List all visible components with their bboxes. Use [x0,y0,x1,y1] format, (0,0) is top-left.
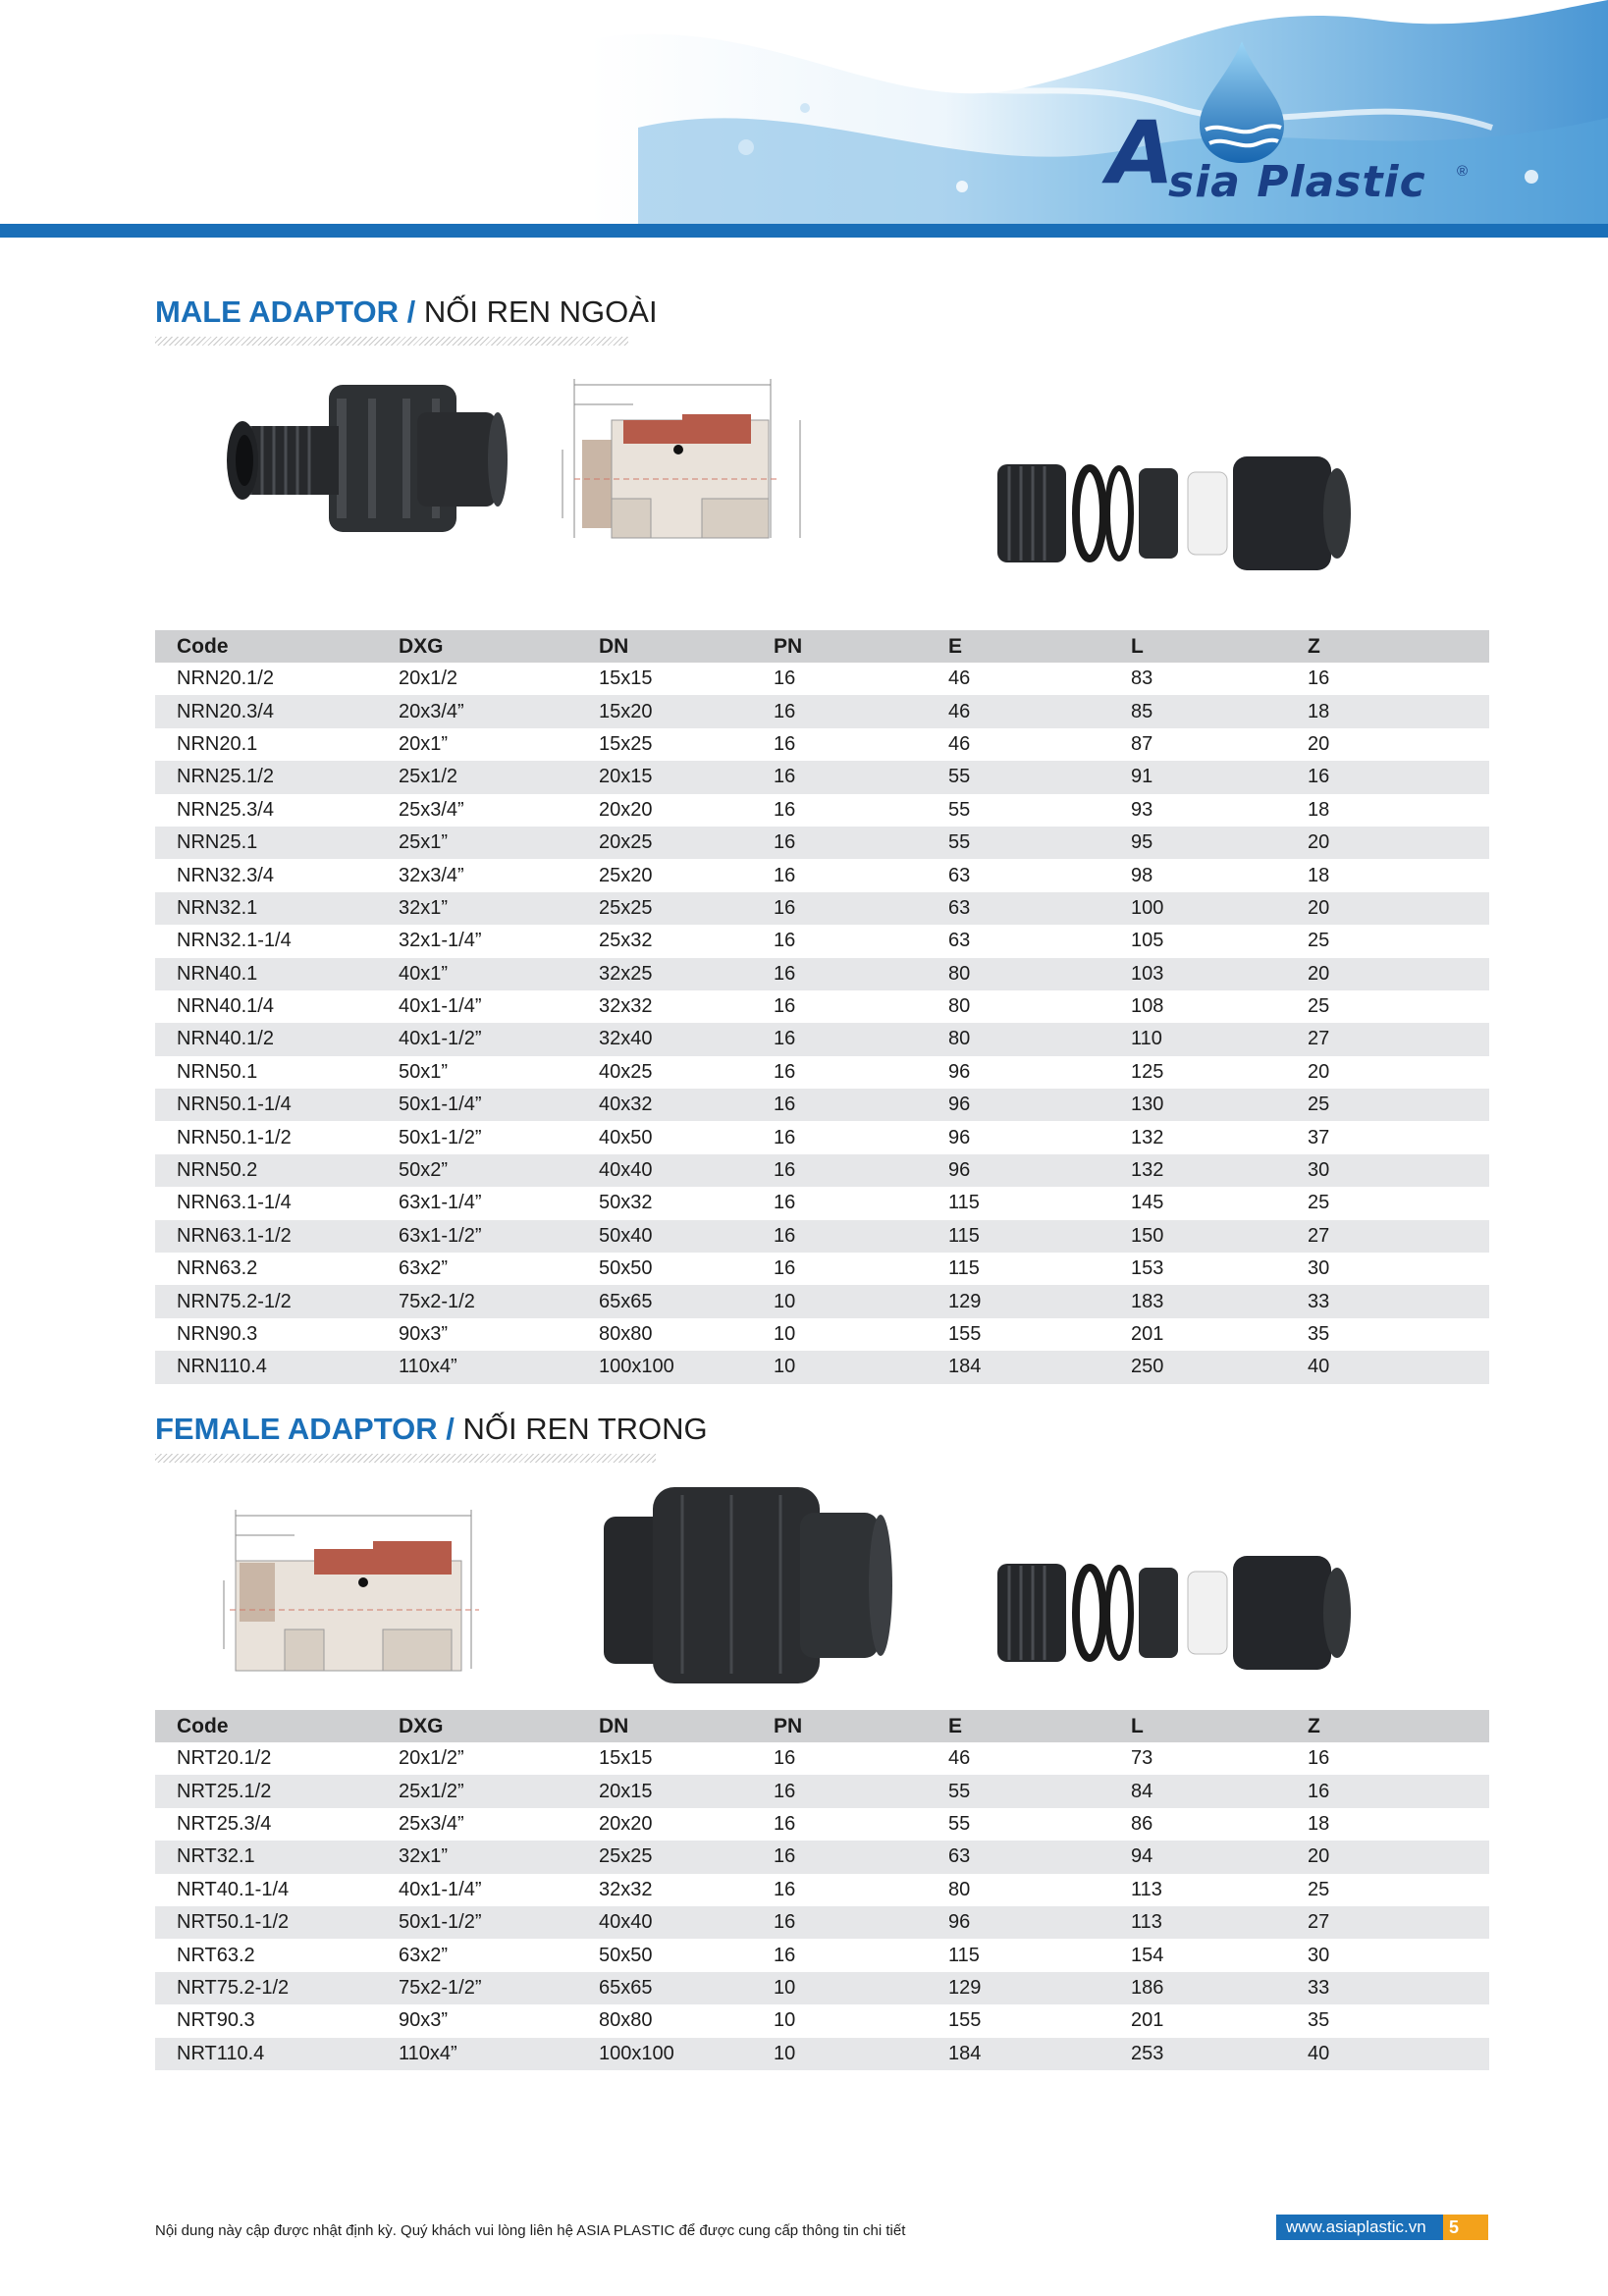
table-cell: 32x40 [577,1023,752,1055]
column-header: DN [577,1710,752,1742]
table-cell: 115 [948,1944,980,1966]
table-cell: 40x1-1/4” [399,1878,482,1900]
table-cell: 201 [1131,2009,1164,2032]
title-slash: / [446,1412,455,1446]
footer-disclaimer: Nội dung này cập được nhật định kỳ. Quý khách vui lòng liên hệ ASIA PLASTIC để được cung cấp thông tin chi tiết [155,2222,906,2239]
table-row [155,1187,1489,1219]
table-cell: 95 [1109,827,1286,859]
table-row [155,1253,1489,1285]
table-cell: 10 [774,1323,796,1345]
female-adaptor-table [155,1710,1489,2070]
table-cell: 50x40 [577,1220,752,1253]
table-cell: 25x20 [599,864,653,886]
table-cell: 154 [1131,1944,1164,1966]
table-cell: 46 [948,667,971,690]
table-cell: NRT110.4 [155,2038,377,2070]
table-cell: 16 [774,995,796,1018]
table-cell: 80x80 [599,2009,653,2032]
table-cell: 98 [1131,864,1153,886]
table-cell: 250 [1109,1351,1286,1383]
table-cell: 16 [774,930,796,952]
table-cell: 16 [752,1023,927,1055]
table-cell: 80 [927,1023,1109,1055]
table-cell: 32x3/4” [399,864,464,886]
table-cell: 16 [774,1878,796,1900]
table-cell: 96 [927,1154,1109,1187]
title-vietnamese: NỐI REN NGOÀI [423,294,658,329]
table-row [155,2038,1489,2070]
table-cell: 63x2” [399,1257,449,1280]
table-cell: 85 [1109,695,1286,727]
table-cell: 35 [1308,1323,1330,1345]
table-cell: 96 [948,1126,971,1148]
table-cell: 100x100 [577,1351,752,1383]
table-cell: 186 [1109,1972,1286,2004]
table-cell: 132 [1109,1154,1286,1187]
table-cell: NRN50.2 [155,1154,377,1187]
table-cell: 16 [1286,761,1489,793]
table-cell: 87 [1131,732,1153,755]
table-cell: NRT32.1 [155,1841,377,1873]
table-cell: 86 [1131,1812,1153,1835]
table-row [155,1775,1489,1807]
table-cell: 16 [774,667,796,690]
table-cell: 130 [1109,1089,1286,1121]
table-cell: 63 [948,864,971,886]
table-cell: 16 [752,958,927,990]
table-cell: 63x1-1/4” [399,1192,482,1214]
table-cell: 80 [948,1878,971,1900]
table-row [155,1939,1489,1971]
table-cell: 16 [774,1257,796,1280]
table-cell: 32x1” [377,1841,577,1873]
table-row [155,663,1489,695]
table-cell: 63 [927,892,1109,925]
column-header: Z [1286,1710,1489,1742]
column-header: Code [155,630,377,663]
table-cell: 25x25 [577,892,752,925]
table-cell: 16 [752,1906,927,1939]
female-adaptor-exploded-view [992,1546,1365,1679]
table-cell: 16 [774,798,796,821]
table-cell: 20 [1308,1060,1330,1083]
table-row [155,859,1489,891]
table-cell: 113 [1109,1906,1286,1939]
table-cell: 32x1-1/4” [399,930,482,952]
table-cell: 46 [948,1747,971,1770]
table-cell: 201 [1131,1323,1164,1345]
table-cell: NRT40.1-1/4 [177,1878,290,1900]
table-row [155,958,1489,990]
table-row [155,2004,1489,2037]
table-cell: NRN90.3 [177,1323,258,1345]
table-cell: 55 [948,798,971,821]
footer-website-link[interactable]: www.asiaplastic.vn [1276,2215,1443,2240]
table-cell: 20x3/4” [377,695,577,727]
table-cell: 16 [752,827,927,859]
table-cell: 40x1-1/2” [377,1023,577,1055]
table-cell: 50x50 [599,1257,653,1280]
table-cell: 40x32 [577,1089,752,1121]
table-cell: 25x3/4” [399,798,464,821]
table-cell: 20x1/2 [399,667,458,690]
table-cell: 16 [774,1812,796,1835]
table-row [155,892,1489,925]
table-cell: 18 [1308,864,1330,886]
table-cell: 80 [948,995,971,1018]
table-cell: 15x20 [577,695,752,727]
table-cell: 16 [752,1775,927,1807]
female-adaptor-drawing [216,1502,491,1688]
title-slash: / [406,294,416,329]
table-cell: 100 [1109,892,1286,925]
table-cell: 20x20 [599,1812,653,1835]
table-cell: 40x1-1/4” [399,995,482,1018]
table-row [155,728,1489,761]
table-cell: 80x80 [599,1323,653,1345]
table-cell: NRN50.1-1/4 [155,1089,377,1121]
column-header: E [927,630,1109,663]
table-row [155,1154,1489,1187]
table-cell: 115 [948,1257,980,1280]
table-cell: 10 [752,2038,927,2070]
table-cell: 50x50 [599,1944,653,1966]
table-row [155,990,1489,1023]
table-cell: 16 [752,1154,927,1187]
table-cell: 75x2-1/2 [377,1285,577,1317]
table-cell: 25x1” [377,827,577,859]
table-cell: 90x3” [399,2009,449,2032]
table-cell: 110x4” [377,2038,577,2070]
table-cell: NRN63.2 [177,1257,258,1280]
column-header: Code [155,1710,377,1742]
header-banner [0,0,1608,238]
table-cell: 18 [1308,1812,1330,1835]
table-cell: NRN40.1 [155,958,377,990]
table-cell: 16 [1308,667,1330,690]
table-cell: 10 [752,1351,927,1383]
table-cell: 16 [774,1747,796,1770]
table-cell: 16 [1308,1747,1330,1770]
table-cell: 80 [927,958,1109,990]
table-cell: 63 [948,930,971,952]
table-cell: 55 [927,1775,1109,1807]
table-cell: 16 [752,761,927,793]
table-cell: 40 [1286,2038,1489,2070]
table-row [155,1056,1489,1089]
table-cell: 108 [1131,995,1164,1018]
table-row [155,1089,1489,1121]
table-cell: 20x1” [399,732,449,755]
table-cell: 63x2” [399,1944,449,1966]
table-cell: 20 [1308,732,1330,755]
table-cell: 20 [1286,958,1489,990]
table-cell: 37 [1308,1126,1330,1148]
brand-logo [1107,102,1426,207]
table-cell: 16 [774,732,796,755]
table-cell: NRN40.1/4 [177,995,274,1018]
title-english: MALE ADAPTOR [155,294,399,329]
page-number: 5 [1443,2215,1488,2240]
table-row [155,1220,1489,1253]
column-header: PN [752,630,927,663]
table-cell: 20 [1286,892,1489,925]
table-cell: 18 [1308,798,1330,821]
table-cell: 32x32 [599,995,653,1018]
table-cell: 125 [1131,1060,1164,1083]
table-cell: 20 [1286,1841,1489,1873]
table-row [155,1742,1489,1775]
table-cell: 15x15 [599,1747,653,1770]
table-cell: 84 [1109,1775,1286,1807]
table-cell: 63 [927,1841,1109,1873]
table-cell: 16 [774,1944,796,1966]
table-cell: 16 [774,1192,796,1214]
table-cell: 155 [948,1323,982,1345]
table-cell: 25x1/2 [377,761,577,793]
table-cell: 115 [948,1192,980,1214]
registered-mark: ® [1457,163,1469,180]
column-header: L [1109,1710,1286,1742]
table-cell: 105 [1131,930,1164,952]
table-cell: 129 [927,1285,1109,1317]
table-cell: NRT63.2 [177,1944,255,1966]
table-cell: NRT25.3/4 [177,1812,272,1835]
table-row [155,1121,1489,1153]
female-adaptor-photo [594,1477,898,1693]
table-cell: NRN25.1 [155,827,377,859]
table-row [155,794,1489,827]
table-cell: NRT25.1/2 [155,1775,377,1807]
table-cell: 103 [1109,958,1286,990]
table-cell: 25x3/4” [399,1812,464,1835]
table-cell: NRN32.1 [155,892,377,925]
table-row [155,1808,1489,1841]
table-cell: NRN40.1/2 [155,1023,377,1055]
table-cell: 20x20 [599,798,653,821]
title-vietnamese: NỐI REN TRONG [462,1412,708,1446]
male-adaptor-exploded-view [992,447,1365,579]
table-cell: 16 [774,1060,796,1083]
male-adaptor-title [155,294,658,330]
table-row [155,925,1489,957]
table-row [155,1285,1489,1317]
table-cell: NRN32.3/4 [177,864,274,886]
table-cell: 50x2” [377,1154,577,1187]
table-cell: 96 [948,1060,971,1083]
title-underline-hatch [155,337,628,346]
table-cell: 32x25 [577,958,752,990]
table-cell: 16 [1286,1775,1489,1807]
table-cell: 20x25 [577,827,752,859]
table-cell: 132 [1131,1126,1164,1148]
male-adaptor-drawing [555,371,815,558]
table-cell: 75x2-1/2” [377,1972,577,2004]
table-cell: NRN32.1-1/4 [177,930,292,952]
table-cell: 46 [927,695,1109,727]
table-cell: 27 [1286,1023,1489,1055]
female-adaptor-title [155,1412,708,1447]
table-cell: 20 [1286,827,1489,859]
table-header-row [155,630,1489,663]
table-row [155,695,1489,727]
column-header: PN [752,1710,927,1742]
table-cell: 55 [927,761,1109,793]
table-cell: NRN75.2-1/2 [155,1285,377,1317]
table-cell: 16 [774,1126,796,1148]
table-cell: 18 [1286,695,1489,727]
table-cell: NRN20.3/4 [155,695,377,727]
logo-wordmark: sia Plastic [1168,157,1426,207]
table-cell: 91 [1109,761,1286,793]
table-cell: NRT90.3 [177,2009,255,2032]
table-cell: 20x15 [577,1775,752,1807]
table-cell: 30 [1308,1257,1330,1280]
table-cell: NRN110.4 [155,1351,377,1383]
table-row [155,1906,1489,1939]
table-cell: 25 [1308,930,1330,952]
table-cell: NRN25.3/4 [177,798,274,821]
table-cell: 150 [1109,1220,1286,1253]
table-cell: 25x25 [577,1841,752,1873]
table-cell: NRN20.1 [177,732,258,755]
table-cell: 184 [927,2038,1109,2070]
table-cell: 50x1-1/2” [377,1906,577,1939]
table-cell: 32x32 [599,1878,653,1900]
table-cell: 25 [1308,1192,1330,1214]
table-cell: 10 [752,1972,927,2004]
table-cell: 30 [1308,1944,1330,1966]
table-cell: NRN50.1 [177,1060,258,1083]
table-cell: 27 [1286,1906,1489,1939]
table-cell: 32x1” [377,892,577,925]
table-cell: 46 [948,732,971,755]
table-cell: 50x32 [599,1192,653,1214]
table-cell: NRT50.1-1/2 [155,1906,377,1939]
table-cell: NRN63.1-1/4 [177,1192,292,1214]
logo-initial: A [1107,102,1176,203]
title-english: FEMALE ADAPTOR [155,1412,438,1446]
table-cell: NRT20.1/2 [177,1747,272,1770]
table-cell: NRN50.1-1/2 [177,1126,292,1148]
table-row [155,761,1489,793]
table-cell: 129 [927,1972,1109,2004]
table-cell: 16 [752,1089,927,1121]
male-adaptor-table [155,630,1489,1384]
table-cell: 40x40 [577,1906,752,1939]
table-cell: 40x50 [599,1126,653,1148]
table-cell: 25x1/2” [377,1775,577,1807]
table-cell: 110 [1109,1023,1286,1055]
table-cell: 50x1-1/2” [399,1126,482,1148]
table-cell: 145 [1131,1192,1164,1214]
table-cell: 25 [1308,1878,1330,1900]
table-cell: 96 [927,1089,1109,1121]
table-cell: 110x4” [377,1351,577,1383]
table-cell: 40x40 [577,1154,752,1187]
table-cell: 253 [1109,2038,1286,2070]
table-row [155,1023,1489,1055]
table-row [155,1841,1489,1873]
table-cell: 16 [752,695,927,727]
table-cell: 27 [1286,1220,1489,1253]
table-cell: 65x65 [577,1285,752,1317]
column-header: L [1109,630,1286,663]
table-cell: NRN25.1/2 [155,761,377,793]
table-cell: 65x65 [577,1972,752,2004]
table-cell: 96 [927,1906,1109,1939]
table-cell: 30 [1286,1154,1489,1187]
table-cell: 25 [1308,995,1330,1018]
table-cell: 184 [927,1351,1109,1383]
table-cell: 183 [1109,1285,1286,1317]
table-cell: 16 [774,864,796,886]
table-cell: 93 [1131,798,1153,821]
table-cell: 20x15 [577,761,752,793]
male-adaptor-photo [221,355,510,561]
column-header: Z [1286,630,1489,663]
table-cell: 40x1” [377,958,577,990]
table-cell: NRN63.1-1/2 [155,1220,377,1253]
column-header: DN [577,630,752,663]
table-header-row [155,1710,1489,1742]
table-cell: 115 [927,1220,1109,1253]
table-cell: 25 [1286,1089,1489,1121]
table-cell: 73 [1131,1747,1153,1770]
column-header: DXG [377,630,577,663]
table-cell: 153 [1131,1257,1164,1280]
table-cell: 16 [752,1841,927,1873]
table-cell: 50x1” [399,1060,449,1083]
table-cell: 63x1-1/2” [377,1220,577,1253]
table-cell: 15x15 [599,667,653,690]
table-cell: 55 [927,827,1109,859]
table-cell: 16 [752,892,927,925]
column-header: E [927,1710,1109,1742]
table-cell: 100x100 [577,2038,752,2070]
table-row [155,1972,1489,2004]
table-cell: 40 [1286,1351,1489,1383]
table-cell: 55 [948,1812,971,1835]
title-underline-hatch [155,1454,656,1463]
table-cell: NRN20.1/2 [177,667,274,690]
table-cell: 50x1-1/4” [377,1089,577,1121]
column-header: DXG [377,1710,577,1742]
table-cell: 20x1/2” [399,1747,464,1770]
table-cell: 16 [752,1220,927,1253]
table-cell: 155 [948,2009,982,2032]
table-cell: 15x25 [599,732,653,755]
table-cell: 90x3” [399,1323,449,1345]
table-cell: 33 [1286,1285,1489,1317]
table-cell: 25x32 [599,930,653,952]
table-cell: 40x25 [599,1060,653,1083]
table-cell: 10 [752,1285,927,1317]
table-cell: NRT75.2-1/2 [155,1972,377,2004]
table-row [155,1318,1489,1351]
table-cell: 83 [1131,667,1153,690]
table-cell: 113 [1131,1878,1162,1900]
table-row [155,827,1489,859]
table-cell: 35 [1308,2009,1330,2032]
table-cell: 33 [1286,1972,1489,2004]
table-cell: 10 [774,2009,796,2032]
table-row [155,1874,1489,1906]
table-cell: 94 [1109,1841,1286,1873]
table-row [155,1351,1489,1383]
